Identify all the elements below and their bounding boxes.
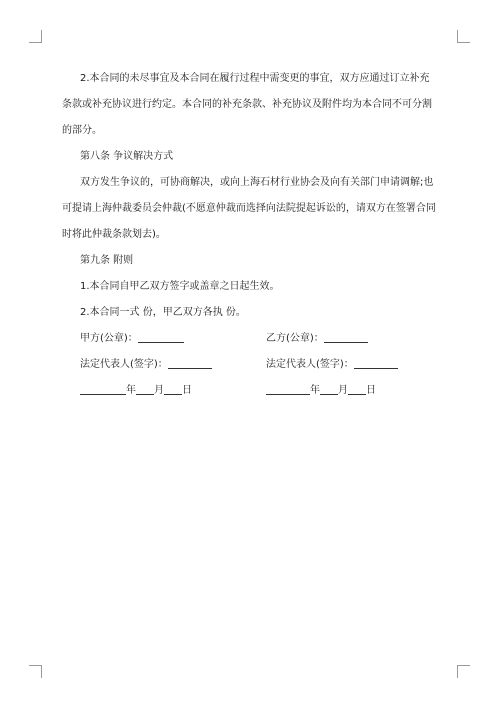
clause8-title: 第八条 争议解决方式	[80, 151, 174, 162]
clause7-line-3: 的部分。	[62, 125, 102, 136]
signature-row-date	[62, 378, 442, 404]
date-a-day-blank	[164, 383, 182, 395]
crop-mark-bottom-left	[29, 665, 42, 678]
rep-b-blank	[354, 357, 398, 369]
party-a-blank	[138, 331, 184, 343]
date-b-month-blank	[320, 383, 338, 395]
date-b-month: 月	[338, 385, 348, 396]
date-b	[266, 378, 376, 404]
rep-b-sign	[266, 352, 398, 378]
date-a-year-blank	[80, 383, 126, 395]
date-a-day: 日	[182, 385, 192, 396]
rep-a-sign	[62, 352, 266, 378]
date-a-year: 年	[126, 385, 136, 396]
crop-mark-bottom-right	[457, 665, 470, 678]
party-a-label: 甲方(公章)：	[80, 333, 138, 344]
rep-a-blank	[168, 357, 212, 369]
clause8-line-2: 可提请上海仲裁委员会仲裁(不愿意仲裁而选择向法院提起诉讼的，请双方在签署合同	[62, 203, 436, 214]
clause8-line-1: 双方发生争议的，可协商解决，或向上海石材行业协会及向有关部门申请调解;也	[80, 177, 434, 188]
rep-b-label: 法定代表人(签字)：	[266, 359, 354, 370]
clause9-item-2: 2.本合同一式 份，甲乙双方各执 份。	[80, 307, 246, 318]
date-b-day-blank	[348, 383, 366, 395]
date-b-day: 日	[366, 385, 376, 396]
date-a	[62, 378, 266, 404]
signature-row-rep	[62, 352, 442, 378]
party-b-label: 乙方(公章)：	[266, 333, 324, 344]
clause7-line-1: 2.本合同的未尽事宜及本合同在履行过程中需变更的事宜，双方应通过订立补充	[80, 73, 430, 84]
party-b-blank	[324, 331, 368, 343]
date-b-year-blank	[266, 383, 310, 395]
party-b-seal	[266, 326, 368, 352]
rep-a-label: 法定代表人(签字)：	[80, 359, 168, 370]
signature-row-seal	[62, 326, 442, 352]
crop-mark-top-right	[457, 30, 470, 43]
document-body	[62, 66, 442, 404]
signature-block	[62, 326, 442, 404]
clause8-line-3: 时将此仲裁条款划去)。	[62, 229, 166, 240]
clause9-title: 第九条 附则	[80, 255, 134, 266]
date-b-year: 年	[310, 385, 320, 396]
clause7-line-2: 条款或补充协议进行约定。本合同的补充条款、补充协议及附件均为本合同不可分割	[62, 99, 432, 110]
crop-mark-top-left	[29, 30, 42, 43]
date-a-month: 月	[154, 385, 164, 396]
party-a-seal	[62, 326, 266, 352]
date-a-month-blank	[136, 383, 154, 395]
clause9-item-1: 1.本合同自甲乙双方签字或盖章之日起生效。	[80, 281, 280, 292]
